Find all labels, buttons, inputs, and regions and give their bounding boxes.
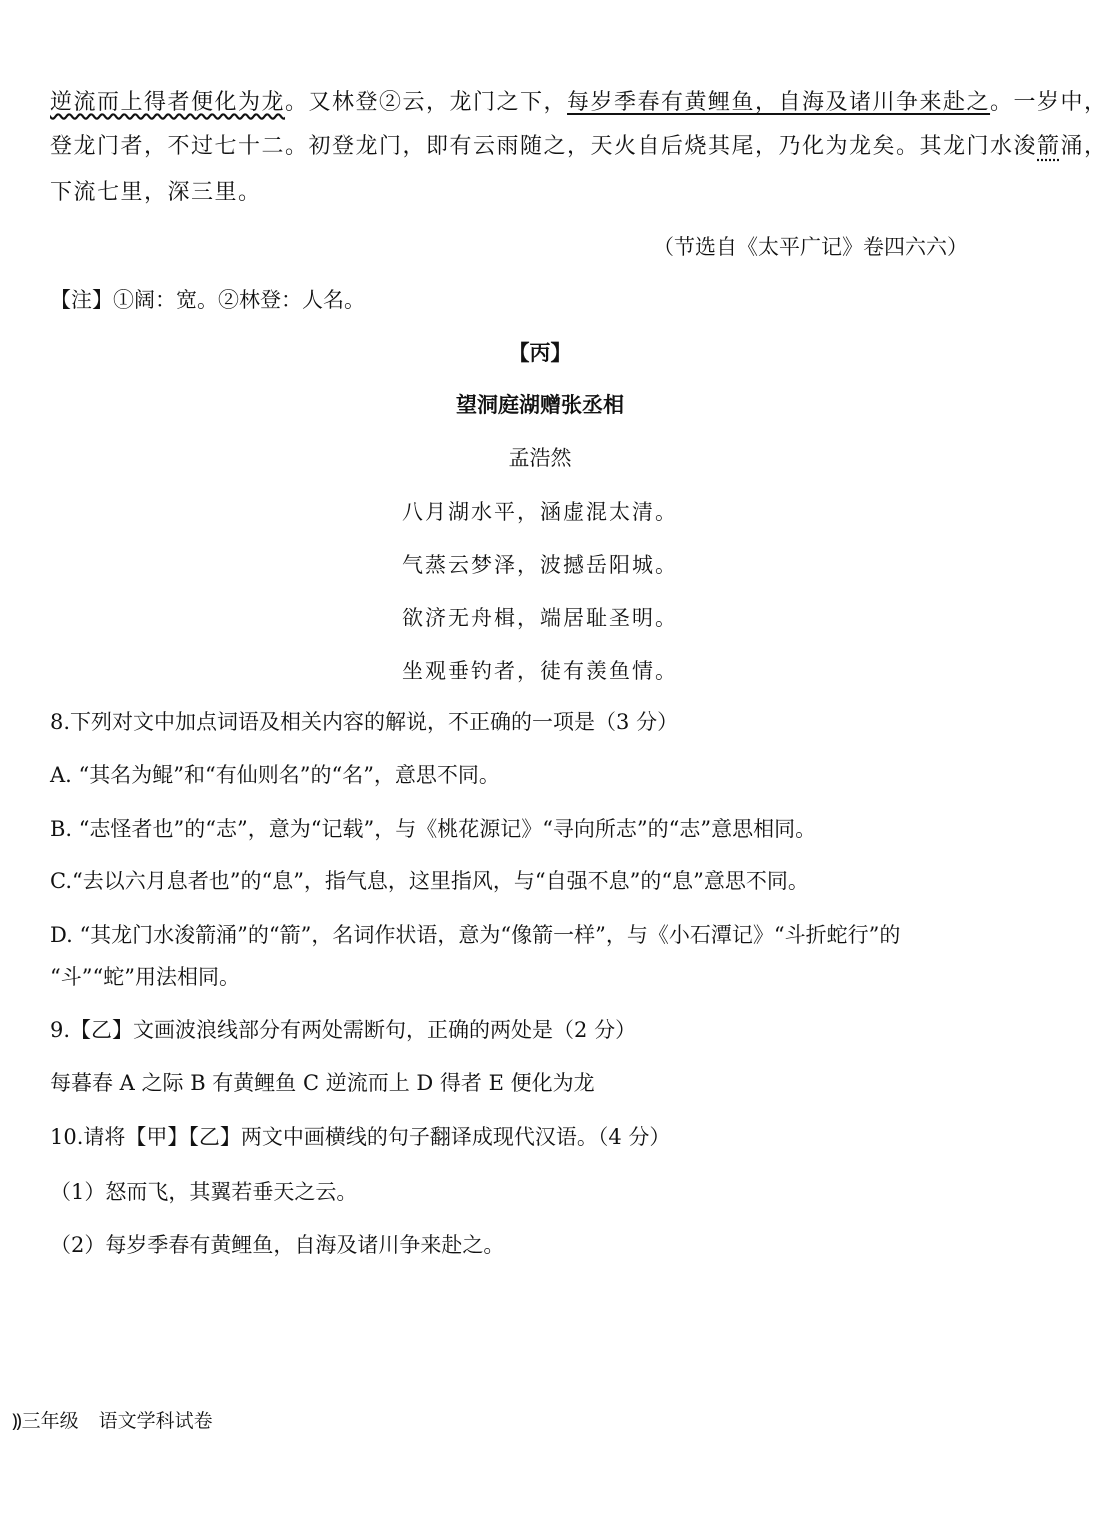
question-9-options: 每暮春 A 之际 B 有黄鲤鱼 C 逆流而上 D 得者 E 便化为龙: [50, 1071, 595, 1095]
footer-grade: ⸩三年级: [12, 1410, 79, 1432]
wavy-underlined-text: 逆流而上得者便化为龙: [50, 90, 286, 115]
passage-yi-line-3: 下流七里，深三里。: [50, 180, 262, 205]
text-segment: 登龙门者，不过七十二。初登龙门，即有云雨随之，天火自后烧其尾，乃化为龙矣。其龙门水浚: [50, 134, 1038, 159]
poem-line: 坐观垂钓者，徒有羡鱼情。: [402, 659, 678, 683]
poem-title: 望洞庭湖赠张丞相: [456, 392, 624, 417]
passage-yi-line-1: [50, 88, 1108, 118]
question-8-option-b: B. “志怪者也”的“志”，意为“记载”，与《桃花源记》“寻向所志”的“志”意思相同。: [50, 817, 817, 841]
text-segment: 。又林登②云，龙门之下，: [285, 90, 568, 115]
poem-line: 八月湖水平，涵虚混太清。: [402, 500, 678, 524]
poem-line: 气蒸云梦泽，波撼岳阳城。: [402, 553, 678, 577]
poem-line: 欲济无舟楫，端居耻圣明。: [402, 606, 678, 630]
passage-source: （节选自《太平广记》卷四六六）: [653, 235, 968, 259]
question-10-sentence-1: （1）怒而飞，其翼若垂天之云。: [50, 1180, 358, 1204]
question-8-option-d-cont: “斗”“蛇”用法相同。: [50, 965, 240, 989]
question-8-option-c: C.“去以六月息者也”的“息”，指气息，这里指风，与“自强不息”的“息”意思不同。: [50, 869, 809, 893]
dotted-emphasis-word: 箭: [1037, 134, 1061, 159]
question-8-option-d: D. “其龙门水浚箭涌”的“箭”，名词作状语，意为“像箭一样”，与《小石潭记》“斗折蛇行”的: [50, 923, 901, 947]
question-9-stem: 9.【乙】文画波浪线部分有两处需断句，正确的两处是（2 分）: [50, 1018, 637, 1042]
text-segment: 涌，: [1060, 134, 1108, 159]
question-8-stem: 8.下列对文中加点词语及相关内容的解说，不正确的一项是（3 分）: [50, 710, 679, 734]
footer-subject: 语文学科试卷: [98, 1410, 213, 1432]
text-segment: 。一岁中，: [990, 90, 1108, 115]
question-10-sentence-2: （2）每岁季春有黄鲤鱼，自海及诸川争来赴之。: [50, 1233, 505, 1257]
page-footer: [12, 1408, 213, 1434]
annotation-note: 【注】①阔：宽。②林登：人名。: [50, 288, 365, 312]
passage-bing-label: 【丙】: [508, 340, 572, 365]
passage-yi-line-2: [50, 132, 1108, 162]
underlined-sentence: 每岁季春有黄鲤鱼，自海及诸川争来赴之: [567, 90, 991, 115]
poem-author: 孟浩然: [508, 446, 572, 470]
question-8-option-a: A. “其名为鲲”和“有仙则名”的“名”，意思不同。: [50, 763, 500, 787]
question-10-stem: 10.请将【甲】【乙】两文中画横线的句子翻译成现代汉语。（4 分）: [50, 1125, 671, 1149]
